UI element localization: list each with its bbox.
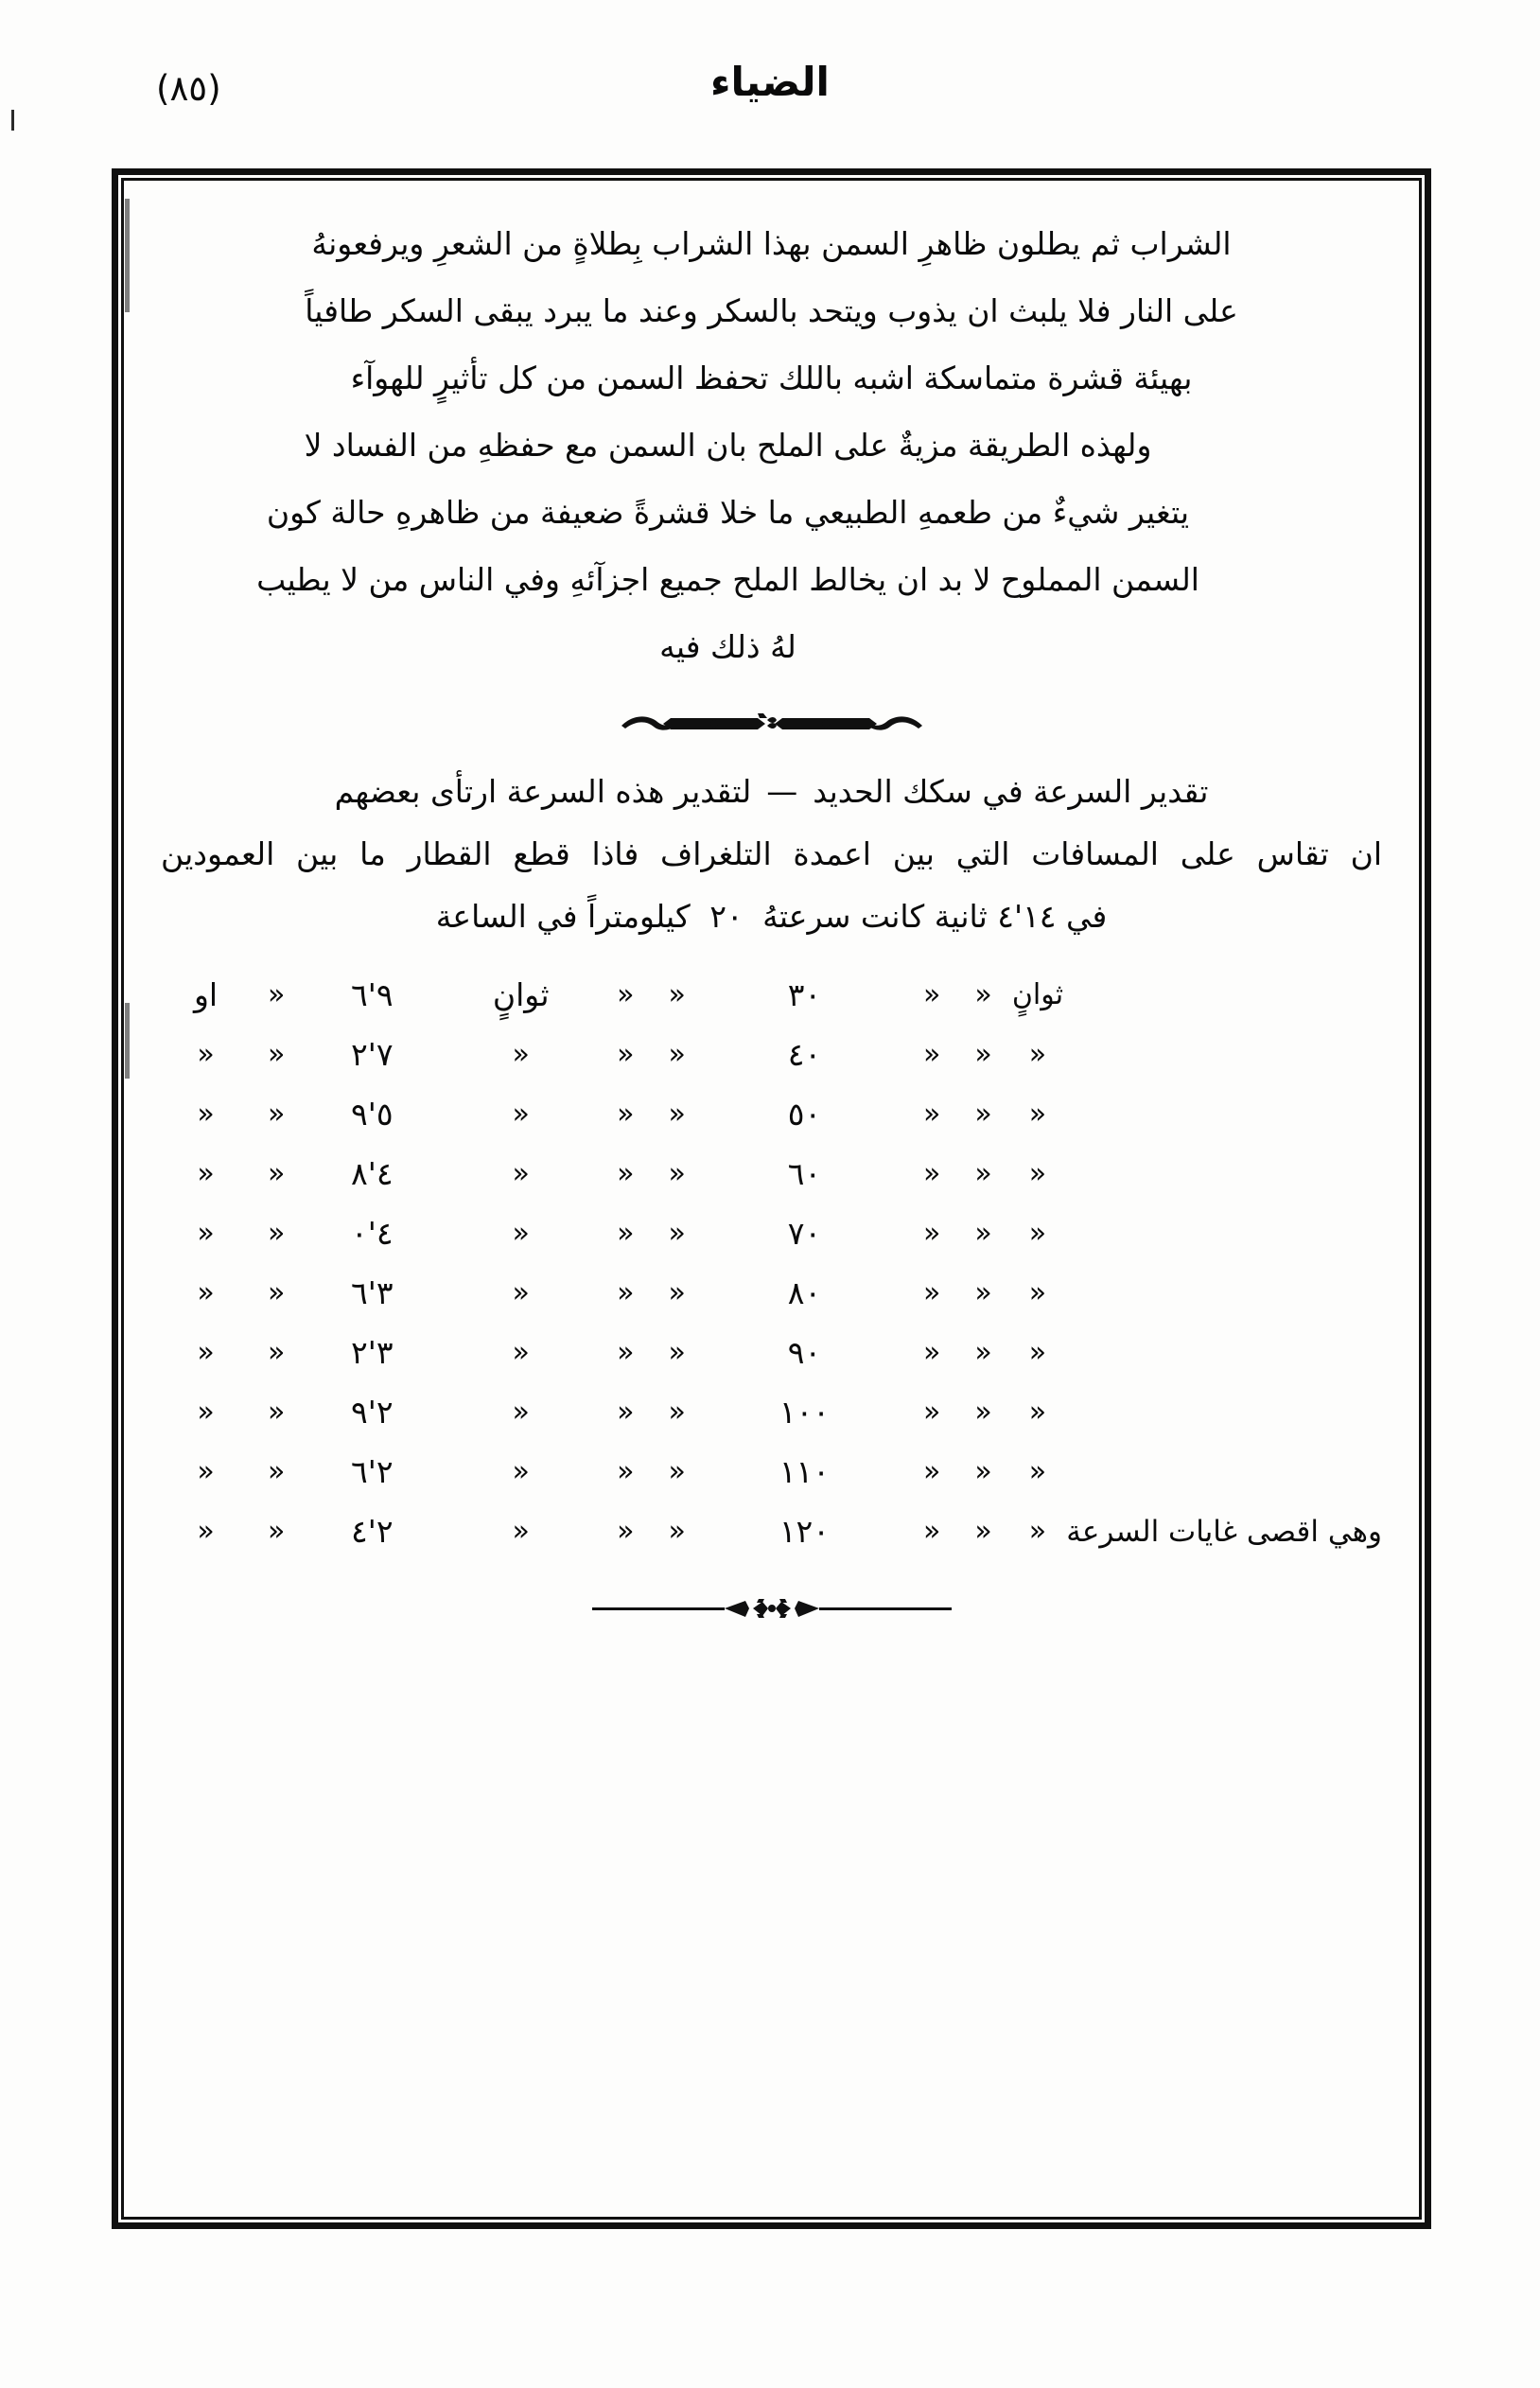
row-ditto-a: « [268,1276,286,1309]
row-unit-label: « [512,1515,530,1548]
row-unit-label: « [512,1217,530,1250]
row-ditto-1: « [668,1217,686,1250]
row-ditto-a: « [268,1157,286,1190]
table-row [161,1263,1382,1323]
table-row [161,1203,1382,1263]
table-row [161,1025,1382,1084]
row-ditto-3: « [974,1157,992,1190]
row-lead-label: « [197,1157,215,1190]
row-ditto-3: « [974,1396,992,1429]
row-ditto-3: « [974,1097,992,1131]
row-ditto-0: « [617,1097,635,1131]
row-kmh-value: ٨٠ [787,1274,822,1311]
row-seconds-value: ٢'٦ [351,1453,394,1490]
row-note-cell [1066,1144,1382,1203]
row-kmh-value: ٣٠ [787,976,822,1013]
section-line-three-value: ٢٠ [709,898,744,935]
row-ditto-4: « [1028,1038,1047,1071]
row-unit-label: « [512,1157,530,1190]
row-note-cell [1066,1025,1382,1084]
scan-artifact [125,199,130,312]
row-kmh-value: ٦٠ [787,1155,822,1192]
body-line: لهُ ذلك فيه [659,628,796,665]
row-lead-label: « [197,1455,215,1488]
section-dash: — [766,773,798,810]
row-ditto-a: « [268,1097,286,1131]
body-line: السمن المملوح لا بد ان يخالط الملح جميع اجزآئهِ وفي الناس من لا يطيب [256,561,1199,598]
row-note-cell [1066,1442,1382,1501]
row-ditto-1: « [668,1097,686,1131]
row-lead-label: « [197,1515,215,1548]
row-ditto-4: « [1028,1097,1047,1131]
row-kmh-value: ٥٠ [787,1096,822,1133]
article-paragraph-two [161,412,1382,680]
row-note-cell [1066,1382,1382,1442]
row-ditto-0: « [617,1396,635,1429]
row-lead-label: « [197,1276,215,1309]
row-ditto-2: « [923,1336,941,1369]
row-seconds-value: ٣'٢ [351,1334,394,1371]
row-ditto-0: « [617,1038,635,1071]
row-ditto-3: « [974,1515,992,1548]
row-lead-label: « [197,1038,215,1071]
speed-table-body [161,965,1382,1561]
ornament-divider-bottom [161,1597,1382,1625]
row-ditto-1: « [668,1276,686,1309]
row-kmh-value: ١٠٠ [779,1394,830,1431]
row-kmh-value: ٩٠ [787,1334,822,1371]
row-kmh-value: ٧٠ [787,1215,822,1252]
row-ditto-4: « [1028,1157,1047,1190]
row-seconds-value: ٥'٩ [351,1096,394,1133]
body-line: يتغير شيءٌ من طعمهِ الطبيعي ما خلا قشرةً ضعيفة من ظاهرهِ حالة كون [266,494,1190,531]
row-ditto-1: « [668,1515,686,1548]
row-ditto-a: « [268,1396,286,1429]
row-seconds-value: ٣'٦ [351,1274,394,1311]
row-lead-label: « [197,1217,215,1250]
row-ditto-0: « [617,1455,635,1488]
row-ditto-2: « [923,978,941,1011]
row-seconds-value: ٧'٢ [351,1036,394,1073]
row-unit-label: « [512,1038,530,1071]
row-lead-label: « [197,1396,215,1429]
row-ditto-2: « [923,1455,941,1488]
row-seconds-value: ٢'٩ [351,1394,394,1431]
row-unit-label: ثوانٍ [492,976,550,1013]
row-ditto-4: « [1028,1217,1047,1250]
section-body-line-two: ان تقاس على المسافات التي بين اعمدة التلغراف فاذا قطع القطار ما بين العمودين [161,835,1382,872]
row-ditto-2: « [923,1038,941,1071]
row-ditto-1: « [668,1336,686,1369]
scan-edge-tick [11,110,14,131]
row-ditto-1: « [668,1157,686,1190]
row-seconds-value: ٤'٠ [351,1215,394,1252]
table-row-final [161,1501,1382,1561]
row-unit-label: « [512,1396,530,1429]
row-ditto-0: « [617,1276,635,1309]
table-row [161,1323,1382,1382]
row-seconds-value: ٤'٨ [351,1155,394,1192]
running-head [0,57,1540,142]
masthead-title: الضياء [710,59,830,105]
row-note-cell [1066,1323,1382,1382]
row-ditto-4: « [1028,1276,1047,1309]
row-ditto-3: « [974,1455,992,1488]
section-line-three-unit: كيلومتراً في الساعة [435,898,691,935]
scan-artifact [125,1003,130,1079]
row-kmh-value: ١٢٠ [779,1513,830,1550]
section-intro-rest: لتقدير هذه السرعة ارتأى بعضهم [334,773,752,810]
row-unit-label: « [512,1455,530,1488]
page-body [121,178,1422,2220]
row-ditto-0: « [617,1515,635,1548]
row-ditto-4: « [1028,1396,1047,1429]
section-body-line-three [161,886,1382,948]
row-lead-label: « [197,1336,215,1369]
row-ditto-1: « [668,1038,686,1071]
page-folio-number: (٨٥) [156,68,221,109]
final-row-note: وهي اقصى غايات السرعة [1066,1514,1382,1549]
row-ditto-2: « [923,1276,941,1309]
row-lead-label: او [193,976,219,1013]
row-ditto-1: « [668,1396,686,1429]
row-note-cell [1066,965,1382,1025]
row-ditto-2: « [923,1217,941,1250]
row-ditto-3: « [974,1217,992,1250]
section-title: تقدير السرعة في سكك الحديد [813,773,1209,810]
row-kmh-value: ١١٠ [779,1453,830,1490]
row-ditto-3: « [974,1038,992,1071]
section-railway-speed [161,761,1382,1625]
row-note-cell [1066,1263,1382,1323]
row-ditto-0: « [617,1157,635,1190]
row-ditto-0: « [617,1217,635,1250]
row-unit-label: « [512,1336,530,1369]
row-ditto-a: « [268,978,286,1011]
row-ditto-a: « [268,1038,286,1071]
row-ditto-2: « [923,1097,941,1131]
row-lead-label: « [197,1097,215,1131]
body-line: ولهذه الطريقة مزيةٌ على الملح بان السمن مع حفظهِ من الفساد لا [304,427,1152,464]
table-row [161,1382,1382,1442]
table-row [161,1442,1382,1501]
ornament-divider-middle [161,705,1382,740]
row-kmh-value: ٤٠ [787,1036,822,1073]
table-row [161,1084,1382,1144]
row-ditto-3: « [974,978,992,1011]
body-line: على النار فلا يلبث ان يذوب ويتحد بالسكر وعند ما يبرد يبقى السكر طافياً [305,292,1238,329]
section-heading-line [161,761,1382,823]
speed-conversion-table [161,965,1382,1561]
row-ditto-a: « [268,1455,286,1488]
section-line-three-prefix: في ١٤'٤ ثانية كانت سرعتهُ [762,898,1108,935]
row-ditto-2: « [923,1157,941,1190]
table-row [161,1144,1382,1203]
row-ditto-4: « [1028,1515,1047,1548]
article-paragraph-one [161,210,1382,412]
row-ditto-2: « [923,1396,941,1429]
row-seconds-value: ٩'٦ [351,976,394,1013]
row-ditto-4: « [1028,1336,1047,1369]
row-ditto-a: « [268,1217,286,1250]
row-unit-label: « [512,1097,530,1131]
row-ditto-a: « [268,1336,286,1369]
row-note-cell [1066,1203,1382,1263]
row-ditto-4: ثوانٍ [1011,978,1064,1011]
row-seconds-value: ٢'٤ [351,1513,394,1550]
row-unit-label: « [512,1276,530,1309]
row-note-cell [1066,1084,1382,1144]
body-line: الشراب ثم يطلون ظاهرِ السمن بهذا الشراب بِطلاةٍ من الشعرِ ويرفعونهُ [311,225,1232,262]
row-ditto-0: « [617,1336,635,1369]
row-ditto-0: « [617,978,635,1011]
row-ditto-2: « [923,1515,941,1548]
row-ditto-a: « [268,1515,286,1548]
row-ditto-3: « [974,1336,992,1369]
row-ditto-1: « [668,1455,686,1488]
row-ditto-3: « [974,1276,992,1309]
row-ditto-1: « [668,978,686,1011]
table-row [161,965,1382,1025]
body-line: بهيئة قشرة متماسكة اشبه باللك تحفظ السمن من كل تأثيرٍ للهوآء [350,360,1193,396]
row-ditto-4: « [1028,1455,1047,1488]
